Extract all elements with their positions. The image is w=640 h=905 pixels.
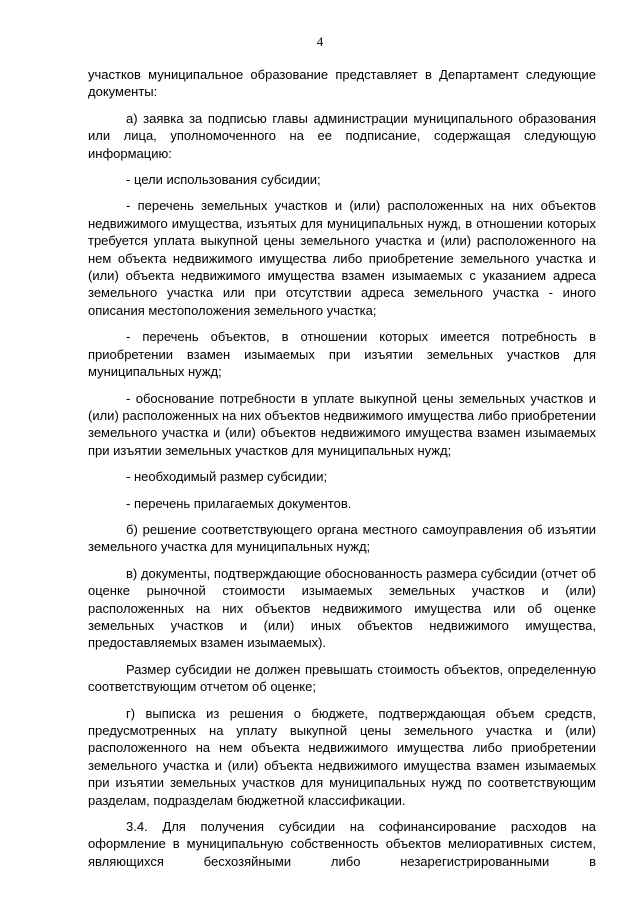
paragraph-bullet-purpose: - цели использования субсидии; <box>126 172 321 188</box>
paragraph-item-b: б) решение соответствующего органа местного самоуправления об изъятии земельного участка для муниципальных нужд; <box>88 521 596 555</box>
paragraph-section-3-4: 3.4. Для получения субсидии на софинансирование расходов на оформление в муниципальную собственность объектов мелиоративных систем, являющихся бесхозяйными либо незарегистрированными в <box>88 819 596 869</box>
paragraph-item-a: а) заявка за подписью главы администрации муниципального образования или лица, уполномоченного на ее подписание, содержащая следующую информацию: <box>88 110 596 161</box>
paragraph-bullet-land-list: - перечень земельных участков и (или) расположенных на них объектов недвижимого имущества, изъятых для муниципальных нужд, в отношении которых требуется уплата выкупной цены земельного участка и (или) расположенного на нем объекта недвижимого имущества либо приобретение земельного участка и (или) объекта недвижимого имущества взамен изымаемых с указанием адреса земельного участка или при отсутствии адреса земельного участка - иного описания местоположения земельного участка; <box>88 198 596 318</box>
paragraph-item-v: в) документы, подтверждающие обоснованность размера субсидии (отчет об оценке рыночной стоимости изымаемых земельных участков и (или) расположенных на них объектов недвижимого имущества или об оценке земельных участков и (или) иных объектов недвижимого имущества, предоставляемых взамен изымаемых). <box>88 565 596 651</box>
document-body <box>88 66 596 870</box>
paragraph-item-g: г) выписка из решения о бюджете, подтверждающая объем средств, предусмотренных на уплату выкупной цены земельного участка и (или) расположенного на нем объекта недвижимого имущества либо приобретении земельного участка и (или) объекта недвижимого имущества взамен изымаемых при изъятии земельных участков для муниципальных нужд по соответствующим разделам, подразделам бюджетной классификации. <box>88 705 596 808</box>
paragraph-bullet-amount: - необходимый размер субсидии; <box>126 469 328 485</box>
paragraph-bullet-justification: - обоснование потребности в уплате выкупной цены земельных участков и (или) расположенных на них объектов недвижимого имущества либо приобретении земельного участка и (или) объектов недвижимого имущества взамен изымаемых при изъятии земельных участков для муниципальных нужд; <box>88 390 596 458</box>
page-number: 4 <box>316 34 324 49</box>
paragraph-subsidy-limit: Размер субсидии не должен превышать стоимость объектов, определенную соответствующим отчетом об оценке; <box>88 661 596 695</box>
paragraph-bullet-objects-list: - перечень объектов, в отношении которых имеется потребность в приобретении взамен изымаемых при изъятии земельных участков для муниципальных нужд; <box>88 329 596 380</box>
paragraph-bullet-attachments: - перечень прилагаемых документов. <box>126 495 352 511</box>
paragraph-continuation: участков муниципальное образование представляет в Департамент следующие документы: <box>88 67 596 100</box>
